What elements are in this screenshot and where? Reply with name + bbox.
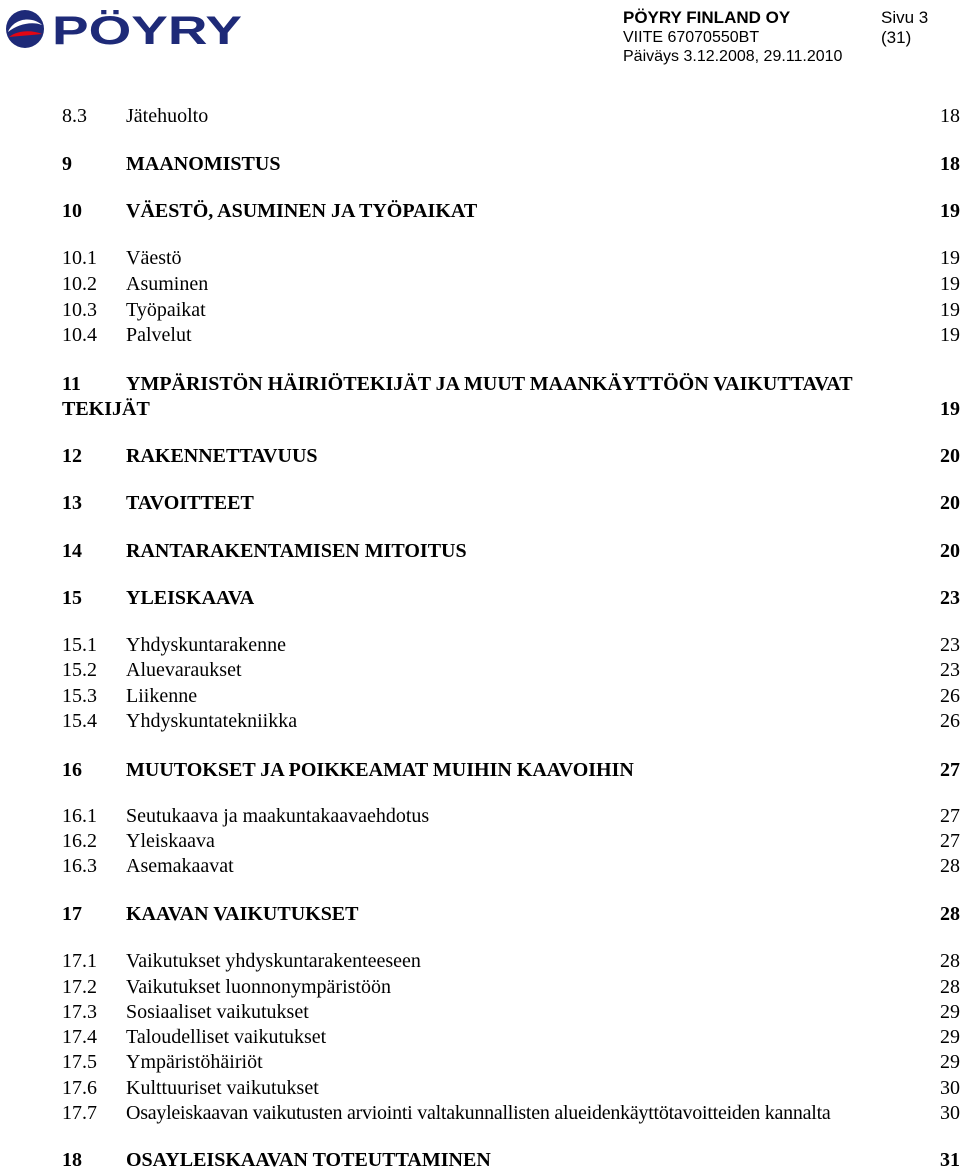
toc-title: Osayleiskaavan vaikutusten arviointi valtakunnallisten alueidenkäyttötavoitteiden kannalta bbox=[126, 1102, 831, 1124]
toc-page: 29 bbox=[940, 1026, 960, 1048]
toc-title: Sosiaaliset vaikutukset bbox=[126, 1001, 309, 1023]
toc-entry bbox=[0, 1024, 960, 1050]
toc-number: 17.4 bbox=[62, 1026, 97, 1048]
toc-title: YLEISKAAVA bbox=[126, 587, 255, 609]
toc-entry bbox=[0, 657, 960, 683]
toc-title: KAAVAN VAIKUTUKSET bbox=[126, 903, 359, 925]
toc-entry bbox=[0, 585, 960, 611]
toc-entry bbox=[0, 683, 960, 709]
toc-number: 17.2 bbox=[62, 976, 97, 998]
toc-entry bbox=[0, 974, 960, 1000]
toc-page: 19 bbox=[940, 247, 960, 269]
toc-title: Aluevaraukset bbox=[126, 659, 242, 681]
toc-entry bbox=[0, 828, 960, 854]
toc-entry bbox=[0, 322, 960, 348]
toc-page: 27 bbox=[940, 830, 960, 852]
toc-number: 16.3 bbox=[62, 855, 97, 877]
toc-number: 10.1 bbox=[62, 247, 97, 269]
toc-page: 19 bbox=[940, 273, 960, 295]
toc-page: 23 bbox=[940, 659, 960, 681]
toc-page: 26 bbox=[940, 685, 960, 707]
toc-title: Yleiskaava bbox=[126, 830, 215, 852]
toc-page: 27 bbox=[940, 805, 960, 827]
logo-wordmark: PÖYRY bbox=[52, 9, 191, 52]
toc-entry bbox=[0, 198, 960, 224]
toc-entry bbox=[0, 151, 960, 177]
toc-number: 12 bbox=[62, 445, 82, 467]
toc-entry bbox=[0, 371, 960, 397]
toc-number: 11 bbox=[62, 373, 81, 395]
toc-number: 17.7 bbox=[62, 1102, 97, 1124]
toc-page: 18 bbox=[940, 105, 960, 127]
toc-title: Liikenne bbox=[126, 685, 198, 707]
toc-entry bbox=[0, 999, 960, 1025]
toc-number: 15.3 bbox=[62, 685, 97, 707]
toc-entry bbox=[0, 297, 960, 323]
toc-page: 23 bbox=[940, 587, 960, 609]
toc-title: Palvelut bbox=[126, 324, 192, 346]
toc-page: 30 bbox=[940, 1102, 960, 1124]
toc-number: 10 bbox=[62, 200, 82, 222]
toc-page: 23 bbox=[940, 634, 960, 656]
poyry-logo bbox=[2, 4, 244, 52]
toc-title: Työpaikat bbox=[126, 299, 206, 321]
toc-title: RAKENNETTAVUUS bbox=[126, 445, 318, 467]
toc-entry bbox=[0, 901, 960, 927]
toc-entry bbox=[0, 1147, 960, 1173]
toc-number: 10.3 bbox=[62, 299, 97, 321]
toc-page: 20 bbox=[940, 540, 960, 562]
toc-title: MAANOMISTUS bbox=[126, 153, 281, 175]
toc-number: 8.3 bbox=[62, 105, 87, 127]
toc-title: Jätehuolto bbox=[126, 105, 209, 127]
toc-title: YMPÄRISTÖN HÄIRIÖTEKIJÄT JA MUUT MAANKÄYTTÖÖN VAIKUTTAVAT bbox=[126, 373, 853, 395]
toc-title: TAVOITTEET bbox=[126, 492, 254, 514]
toc-page: 29 bbox=[940, 1051, 960, 1073]
toc-number: 17.1 bbox=[62, 950, 97, 972]
toc-entry bbox=[0, 757, 960, 783]
toc-entry bbox=[0, 245, 960, 271]
toc-entry bbox=[0, 538, 960, 564]
toc-entry-continuation bbox=[0, 396, 960, 422]
toc-number: 17.5 bbox=[62, 1051, 97, 1073]
toc-entry bbox=[0, 1100, 960, 1126]
toc-title: RANTARAKENTAMISEN MITOITUS bbox=[126, 540, 467, 562]
toc-number: 16.2 bbox=[62, 830, 97, 852]
toc-page: 28 bbox=[940, 855, 960, 877]
toc-page: 28 bbox=[940, 950, 960, 972]
toc-title: Vaikutukset yhdyskuntarakenteeseen bbox=[126, 950, 421, 972]
toc-entry bbox=[0, 443, 960, 469]
toc-number: 18 bbox=[62, 1149, 82, 1171]
toc-title: Asuminen bbox=[126, 273, 209, 295]
toc-title: Kulttuuriset vaikutukset bbox=[126, 1077, 319, 1099]
company-name: PÖYRY FINLAND OY bbox=[623, 8, 791, 27]
toc-number: 9 bbox=[62, 153, 72, 175]
toc-page: 18 bbox=[940, 153, 960, 175]
toc-number: 15.1 bbox=[62, 634, 97, 656]
toc-title: OSAYLEISKAAVAN TOTEUTTAMINEN bbox=[126, 1149, 491, 1171]
toc-page: 19 bbox=[940, 299, 960, 321]
toc-title: Yhdyskuntatekniikka bbox=[126, 710, 298, 732]
toc-title: Ympäristöhäiriöt bbox=[126, 1051, 263, 1073]
toc-entry bbox=[0, 103, 960, 129]
toc-entry bbox=[0, 1049, 960, 1075]
toc-number: 13 bbox=[62, 492, 82, 514]
toc-page: 20 bbox=[940, 445, 960, 467]
toc-title: Vaikutukset luonnonympäristöön bbox=[126, 976, 391, 998]
toc-page: 27 bbox=[940, 759, 960, 781]
toc-title: Väestö bbox=[126, 247, 182, 269]
toc-title: MUUTOKSET JA POIKKEAMAT MUIHIN KAAVOIHIN bbox=[126, 759, 634, 781]
toc-title: TEKIJÄT bbox=[62, 398, 150, 420]
toc-page: 29 bbox=[940, 1001, 960, 1023]
toc-number: 15.4 bbox=[62, 710, 97, 732]
toc-page: 28 bbox=[940, 976, 960, 998]
toc-entry bbox=[0, 853, 960, 879]
toc-page: 20 bbox=[940, 492, 960, 514]
toc-number: 16.1 bbox=[62, 805, 97, 827]
toc-title: Asemakaavat bbox=[126, 855, 234, 877]
toc-page: 31 bbox=[940, 1149, 960, 1171]
toc-title: Yhdyskuntarakenne bbox=[126, 634, 286, 656]
page-number: Sivu 3 (31) bbox=[881, 8, 929, 47]
toc-number: 10.2 bbox=[62, 273, 97, 295]
toc-number: 17.6 bbox=[62, 1077, 97, 1099]
document-reference: VIITE 67070550BT bbox=[623, 29, 760, 46]
toc-entry bbox=[0, 948, 960, 974]
toc-entry bbox=[0, 708, 960, 734]
toc-entry bbox=[0, 632, 960, 658]
toc-page: 19 bbox=[940, 324, 960, 346]
document-date: Päiväys 3.12.2008, 29.11.2010 bbox=[623, 48, 843, 65]
toc-title: Taloudelliset vaikutukset bbox=[126, 1026, 327, 1048]
toc-page: 28 bbox=[940, 903, 960, 925]
toc-entry bbox=[0, 490, 960, 516]
toc-number: 15 bbox=[62, 587, 82, 609]
toc-number: 16 bbox=[62, 759, 82, 781]
toc-number: 17.3 bbox=[62, 1001, 97, 1023]
toc-number: 14 bbox=[62, 540, 82, 562]
toc-number: 10.4 bbox=[62, 324, 97, 346]
toc-page: 19 bbox=[940, 398, 960, 420]
toc-entry bbox=[0, 1075, 960, 1101]
toc-number: 17 bbox=[62, 903, 82, 925]
toc-title: VÄESTÖ, ASUMINEN JA TYÖPAIKAT bbox=[126, 200, 478, 222]
toc-entry bbox=[0, 803, 960, 829]
toc-page: 26 bbox=[940, 710, 960, 732]
toc-entry bbox=[0, 271, 960, 297]
toc-number: 15.2 bbox=[62, 659, 97, 681]
toc-page: 30 bbox=[940, 1077, 960, 1099]
toc-page: 19 bbox=[940, 200, 960, 222]
toc-title: Seutukaava ja maakuntakaavaehdotus bbox=[126, 805, 430, 827]
